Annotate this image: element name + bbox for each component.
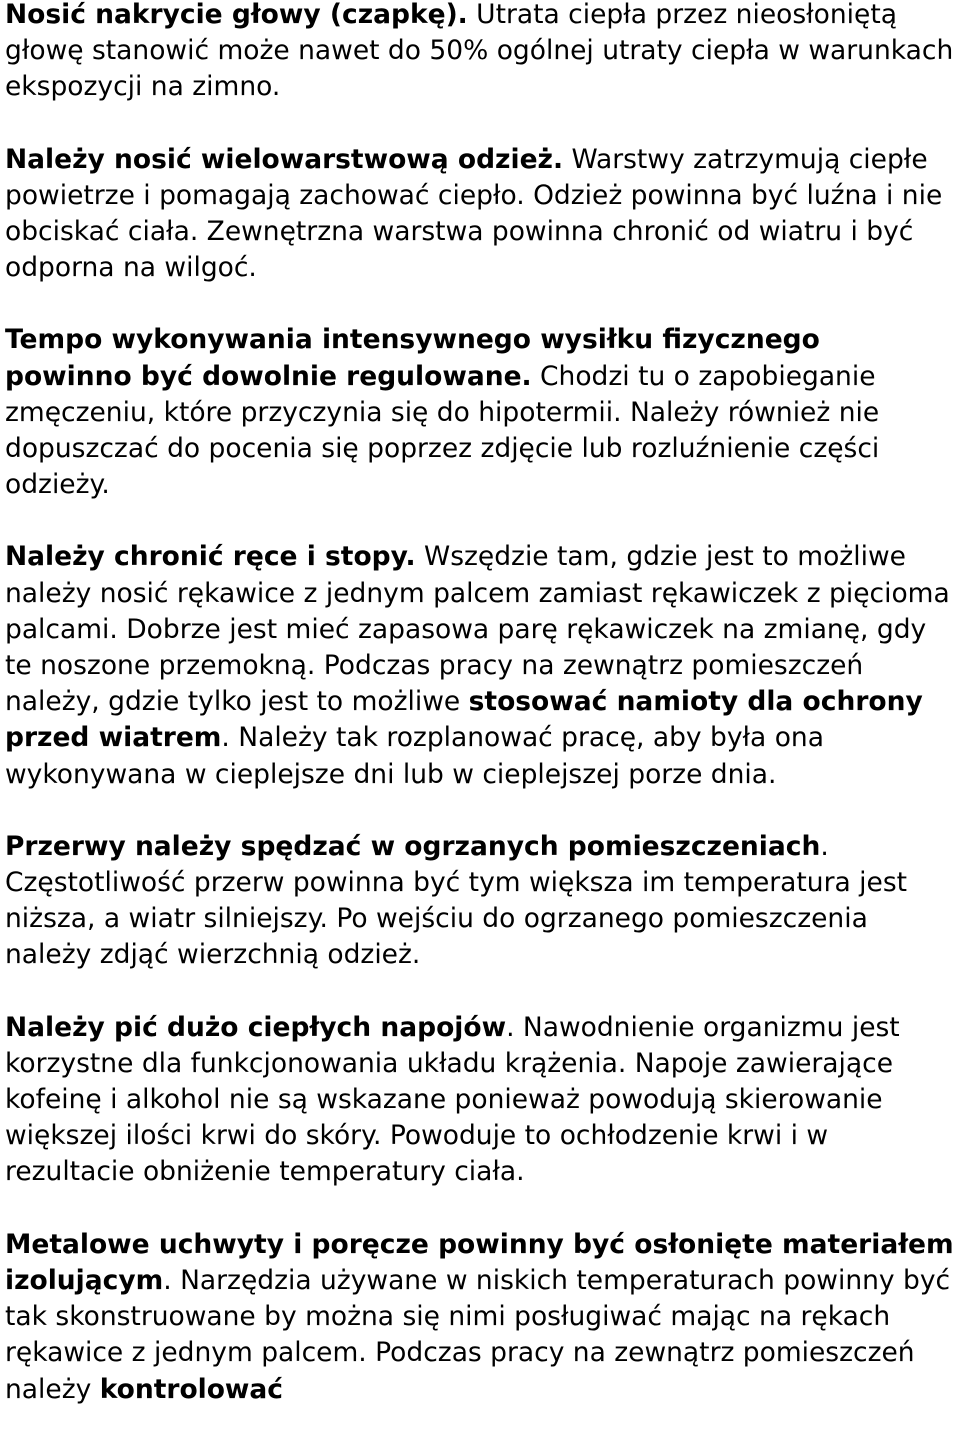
paragraph-lede: Nosić nakrycie głowy (czapkę). [5,0,468,30]
paragraph-head-cover [5,0,955,106]
paragraph-lede: Należy pić dużo ciepłych napojów [5,1011,507,1043]
paragraph-body: . Nawodnienie organizmu jest korzystne dla funkcjonowania układu krążenia. Napoje zawierające kofeinę i alkohol nie są wskazane ponieważ powodują skierowanie większej ilości krwi do skóry. Powoduje to ochłodzenie krwi i w rezultacie obniżenie temperatury ciała. [5,1011,900,1188]
document-page [5,0,955,1444]
paragraph-body: Chodzi tu o zapobieganie zmęczeniu, które przyczynia się do hipotermii. Należy również nie dopuszczać do pocenia się poprzez zdjęcie lub rozluźnienie części odzieży. [5,360,880,501]
paragraph-emphasis: stosować namioty dla ochrony przed wiatrem [5,686,923,754]
paragraph-tail: . Należy tak rozplanować pracę, aby była ona wykonywana w cieplejsze dni lub w cieplejszej porze dnia. [5,722,824,790]
paragraph-body: Utrata ciepła przez nieosłoniętą głowę stanowić może nawet do 50% ogólnej utraty ciepła w warunkach ekspozycji na zimno. [5,0,954,103]
paragraph-body: . Częstotliwość przerw powinna być tym większa im temperatura jest niższa, a wiatr silniejszy. Po wejściu do ogrzanego pomieszczenia należy zdjąć wierzchnią odzież. [5,830,908,971]
paragraph-layered-clothing [5,142,955,287]
paragraph-emphasis: kontrolować [99,1373,284,1405]
paragraph-body: Wszędzie tam, gdzie jest to możliwe należy nosić rękawice z jednym palcem zamiast rękawiczek z pięcioma palcami. Dobrze jest mieć zapasowa parę rękawiczek na zmianę, gdy te noszone przemokną. Podczas pracy na zewnątrz pomieszczeń należy, gdzie tylko jest to możliwe [5,541,950,718]
paragraph-lede: Metalowe uchwyty i poręcze powinny być osłonięte materiałem izolującym [5,1228,954,1296]
paragraph-body: Warstwy zatrzymują ciepłe powietrze i pomagają zachować ciepło. Odzież powinna być luźna i nie obciskać ciała. Zewnętrzna warstwa powinna chronić od wiatru i być odporna na wilgoć. [5,143,943,284]
paragraph-hands-feet [5,539,955,792]
paragraph-work-pace [5,322,955,503]
paragraph-body: . Narzędzia używane w niskich temperaturach powinny być tak skonstruowane by można się nimi posługiwać mając na rękach rękawice z jednym palcem. Podczas pracy na zewnątrz pomieszczeń należy [5,1264,951,1405]
paragraph-metal-handles [5,1227,955,1408]
paragraph-lede: Należy chronić ręce i stopy. [5,541,416,573]
paragraph-lede: Przerwy należy spędzać w ogrzanych pomieszczeniach [5,830,821,862]
paragraph-breaks [5,829,955,974]
paragraph-lede: Tempo wykonywania intensywnego wysiłku fizycznego powinno być dowolnie regulowane. [5,324,820,392]
paragraph-warm-drinks [5,1010,955,1191]
paragraph-lede: Należy nosić wielowarstwową odzież. [5,143,564,175]
